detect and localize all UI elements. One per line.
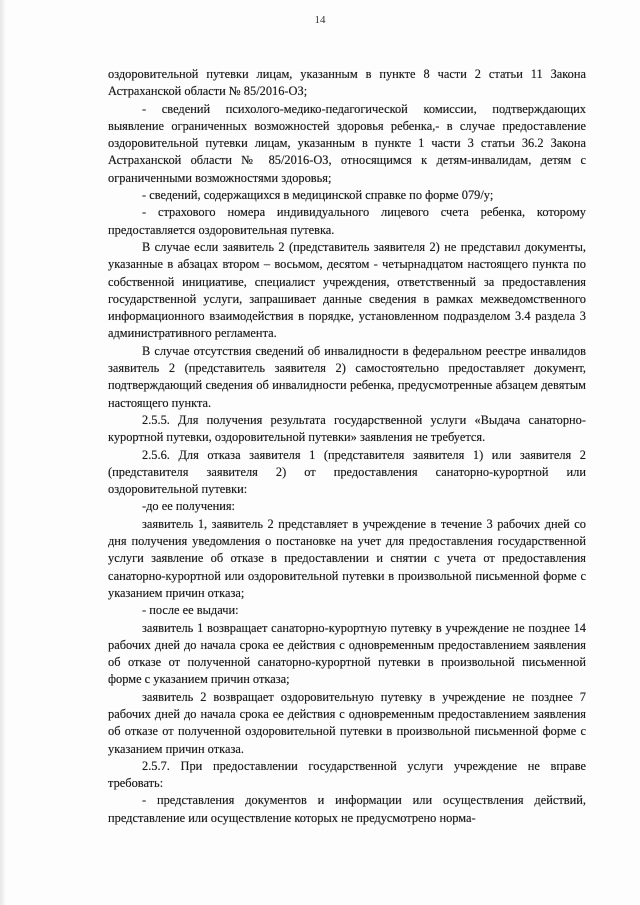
page-number: 14 — [314, 14, 326, 26]
paragraph-after-issue: - после ее выдачи: — [142, 603, 239, 618]
paragraph-before-receipt: -до ее получения: — [142, 499, 235, 514]
paragraph-2-5-5: 2.5.5. Для получения результата государственной услуги «Выдача санаторно-курортной путевки, оздоровительной путевки» заявления не требуется. — [108, 412, 586, 445]
paragraph-medical-certificate: - сведений, содержащихся в медицинской справке по форме 079/у; — [142, 188, 494, 203]
paragraph-2-5-7: 2.5.7. При предоставлении государственной услуги учреждение не вправе требовать: — [108, 758, 586, 791]
body-text — [108, 66, 586, 827]
scan-edge-shadow — [0, 0, 6, 905]
paragraph-applicant-2-return: заявитель 2 возвращает оздоровительную путевку в учреждение не позднее 7 рабочих дней до начала срока ее действия с одновременным предоставлением заявления об отказе от полученной оздоровительной путевки в произвольной письменной форме с указанием причин отказа. — [108, 689, 586, 756]
paragraph-documents-not-required: - представления документов и информации или осуществления действий, представление или осуществление которых не предусмотрено норма- — [108, 793, 586, 825]
paragraph-snils: - страхового номера индивидуального лицевого счета ребенка, которому предоставляется оздоровительная путевка. — [108, 205, 586, 237]
paragraph-applicants-refusal: заявитель 1, заявитель 2 представляет в учреждение в течение 3 рабочих дней со дня получения уведомления о постановке на учет для предоставления государственной услуги заявление об отказе в предоставлении и снятии с учета от предоставления санаторно-курортной или оздоровительной путевки в произвольной письменной форме с указанием причин отказа; — [108, 516, 586, 600]
paragraph-continuation: оздоровительной путевки лицам, указанным в пункте 8 части 2 статьи 11 Закона Астраханской области № 85/2016-ОЗ; — [108, 67, 586, 99]
paragraph-2-5-6: 2.5.6. Для отказа заявителя 1 (представителя заявителя 1) или заявителя 2 (представителя заявителя 2) от предоставления санаторно-курортной или оздоровительной путевки: — [108, 447, 586, 497]
paragraph-interagency-request: В случае если заявитель 2 (представитель заявителя 2) не представил документы, указанные в абзацах втором – восьмом, десятом - четырнадцатом настоящего пункта по собственной инициативе, специалист учреждения, ответственный за предоставления государственной услуги, запрашивает данные сведения в рамках межведомственного информационного взаимодействия в порядке, установленном подразделом 3.4 раздела 3 административного регламента. — [108, 239, 586, 341]
paragraph-applicant-1-return: заявитель 1 возвращает санаторно-курортную путевку в учреждение не позднее 14 рабочих дней до начала срока ее действия с одновременным предоставлением заявления об отказе от полученной санаторно-курортной путевки в произвольной письменной форме с указанием причин отказа; — [108, 620, 586, 687]
paragraph-pmpk-info: - сведений психолого-медико-педагогической комиссии, подтверждающих выявление ограниченных возможностей здоровья ребенка,- в случае предоставление оздоровительной путевки лицам, указанным в пункте 1 части 3 статьи 36.2 Закона Астраханской области № 85/2016-ОЗ, относящимся к детям-инвалидам, детям с ограниченными возможностями здоровья; — [108, 101, 586, 185]
paragraph-disability-registry: В случае отсутствия сведений об инвалидности в федеральном реестре инвалидов заявитель 2 (представитель заявителя 2) самостоятельно предоставляет документ, подтверждающий сведения об инвалидности ребенка, предусмотренные абзацем девятым настоящего пункта. — [108, 343, 586, 410]
